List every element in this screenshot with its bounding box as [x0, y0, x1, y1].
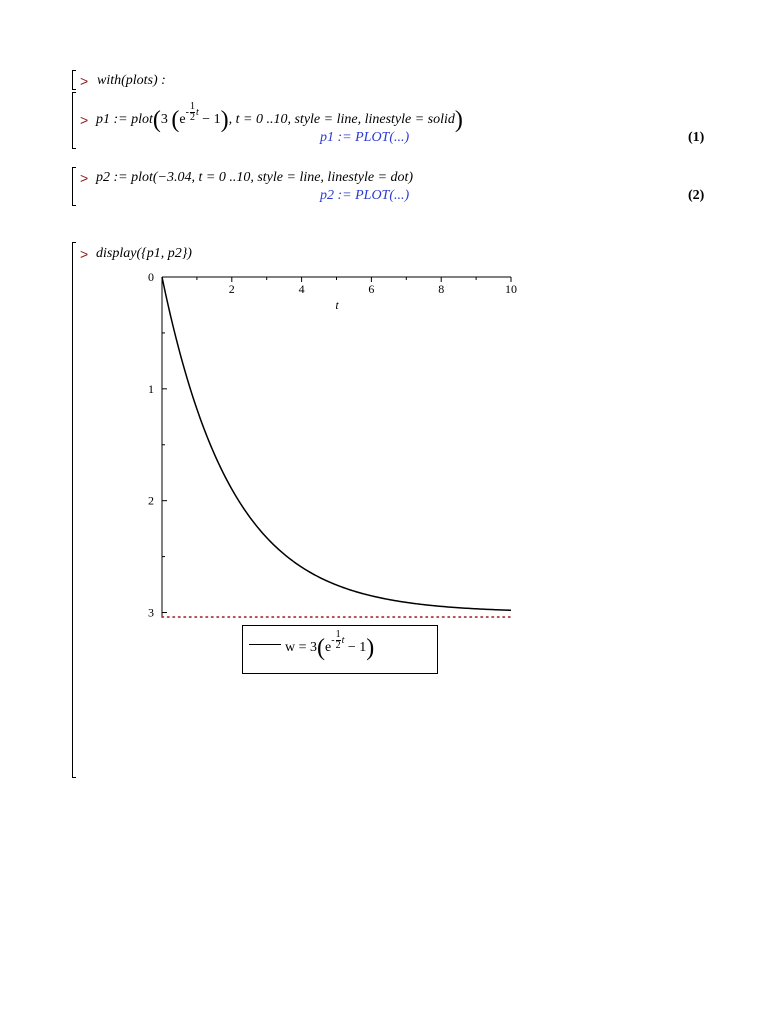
close-paren: ) [366, 635, 375, 661]
input-p2-plot[interactable]: p2 := plot(−3.04, t = 0 ..10, style = line, linestyle = dot) [96, 170, 414, 185]
prompt-marker: > [80, 246, 89, 262]
exp-base: e [179, 112, 186, 127]
prompt-marker: > [80, 112, 89, 128]
output-p2: p2 := PLOT(...) [320, 188, 410, 203]
legend-prefix: w = 3 [285, 640, 318, 655]
input-display[interactable]: display({p1, p2}) [96, 246, 192, 261]
close-paren: ) [454, 107, 463, 133]
close-paren: ) [220, 107, 229, 133]
equation-label-1: (1) [688, 130, 705, 145]
y-tick-label: 0 [148, 270, 154, 284]
legend-label [285, 629, 375, 661]
group-bracket-3 [72, 167, 76, 206]
prompt-marker: > [80, 170, 89, 186]
legend-minus-one: − 1 [347, 640, 367, 655]
x-tick-label: 8 [438, 282, 445, 296]
input-p1-rest: , t = 0 ..10, style = line, linestyle = solid [228, 112, 455, 127]
plot-legend [242, 625, 438, 674]
coefficient: 3 [160, 112, 168, 127]
plot-ticks [148, 270, 517, 620]
open-paren: ( [317, 635, 326, 661]
y-tick-label: 2 [148, 493, 154, 508]
x-tick-label: 4 [298, 282, 305, 296]
y-tick-label: 1 [148, 381, 154, 396]
x-tick-label: 6 [368, 282, 375, 296]
legend-exp-base: e [325, 640, 332, 655]
legend-exponent: - $\frac{1}{2}$ t [331, 629, 345, 651]
input-with-plots[interactable]: with(plots) : [97, 73, 166, 88]
group-bracket-4 [72, 242, 76, 778]
exponent: - $\frac{1}{2}$ t [185, 101, 199, 123]
y-tick-label: 3 [148, 605, 154, 620]
minus-one: − 1 [202, 112, 221, 127]
x-tick-label: 10 [505, 282, 517, 296]
x-axis-label: t [335, 298, 339, 312]
legend-swatch-solid [249, 644, 281, 645]
output-p1: p1 := PLOT(...) [320, 130, 410, 145]
prompt-marker: > [80, 73, 89, 89]
group-bracket-1 [72, 70, 76, 90]
plot-series [162, 277, 511, 617]
group-bracket-2 [72, 92, 76, 149]
plot-axes [162, 277, 511, 617]
open-paren: ( [152, 107, 161, 133]
x-tick-label: 2 [228, 282, 235, 296]
input-p1-lhs: p1 := plot [96, 112, 153, 127]
series-curve-solid [162, 277, 511, 610]
equation-label-2: (2) [688, 188, 705, 203]
open-paren: ( [171, 107, 180, 133]
